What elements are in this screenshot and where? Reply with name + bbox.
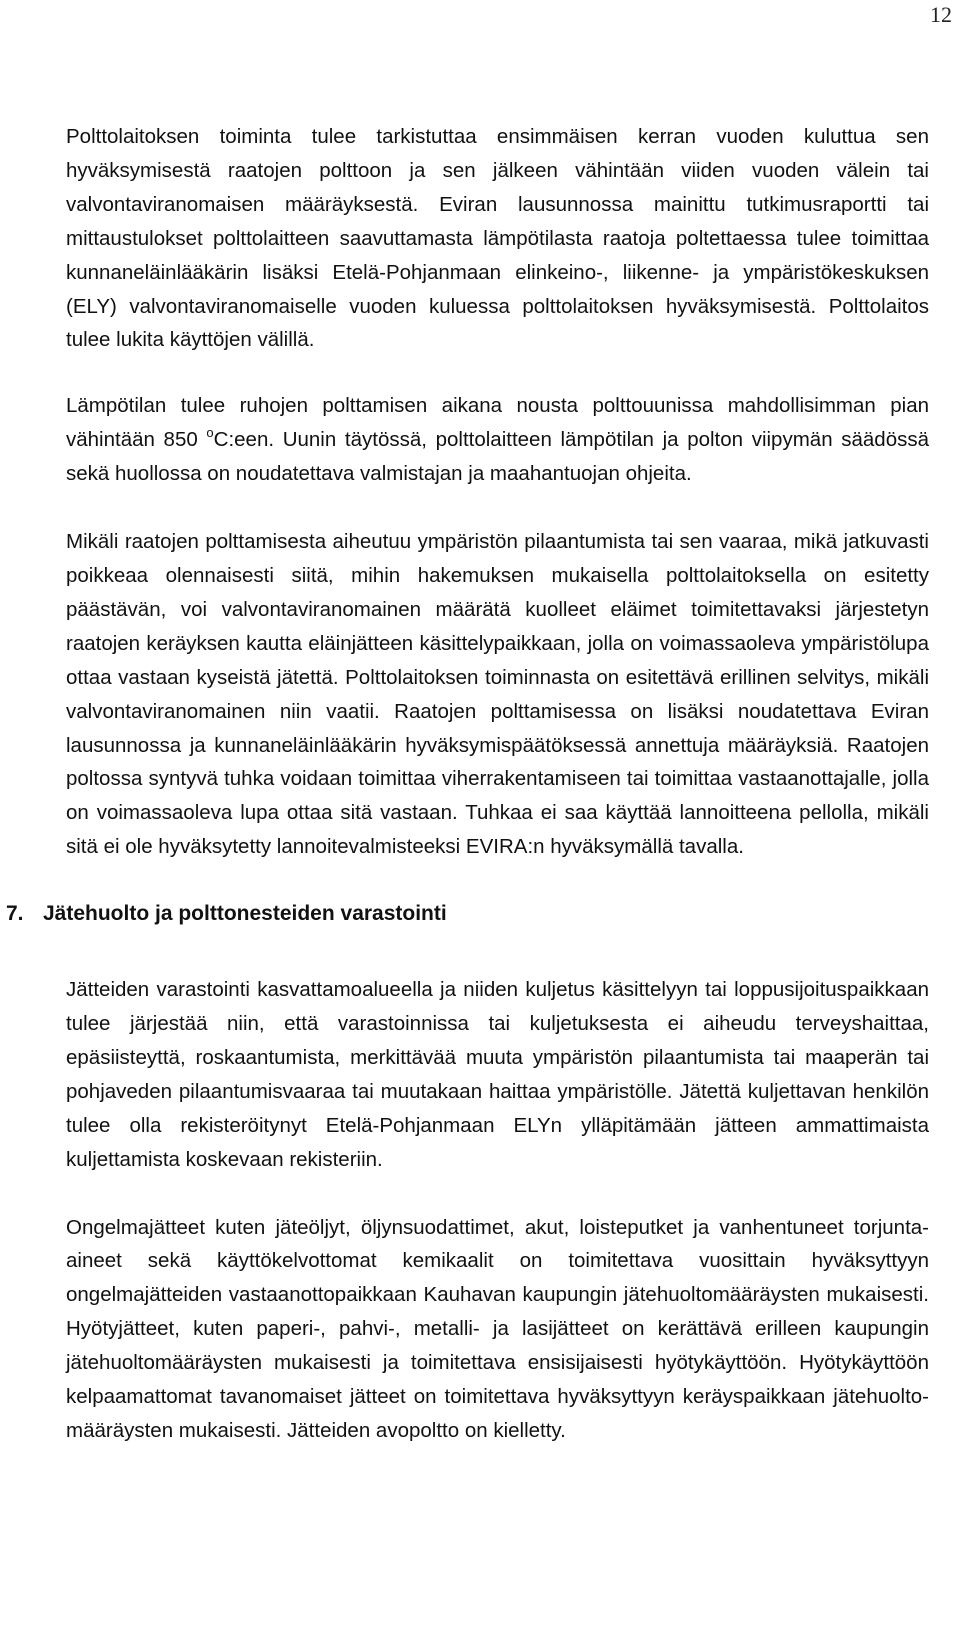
paragraph-hazardous-waste: Ongelmajätteet kuten jäteöljyt, öljynsuodattimet, akut, loisteputket ja vanhentuneet torjunta-aineet sekä käyttökelvottomat kemikaalit on toimitettava vuosittain hyväksyttyyn ongelmajätteiden vastaanottopaikkaan Kauhavan kaupungin jätehuoltomääräysten mukaisesti. Hyötyjätteet, kuten paperi-, pahvi-, metalli- ja lasijätteet on kerättävä erilleen kaupungin jätehuoltomääräysten mukaisesti ja toimitettava ensisijaisesti hyötykäyttöön. Hyötykäyttöön kelpaamattomat tavanomaiset jätteet on toimitettava hyväksyttyyn keräyspaikkaan jätehuoltomääräysten mukaisesti. Jätteiden avopoltto on kielletty. bbox=[66, 1215, 929, 1442]
paragraph-temperature-text-1: Lämpötilan tulee ruhojen polttamisen aikana nousta polttouunissa mahdollisimman pian vähintään 850 bbox=[66, 394, 929, 452]
document-body bbox=[6, 120, 929, 1448]
paragraph-temperature-text-2: C:een. Uunin täytössä, polttolaitteen lämpötilan ja polton viipymän säädössä sekä huollossa on noudatettava valmistajan ja maahantuojan ohjeita. bbox=[66, 428, 929, 486]
paragraph-inspection: Polttolaitoksen toiminta tulee tarkistuttaa ensimmäisen kerran vuoden kuluttua sen hyväksymisestä raatojen polttoon ja sen jälkeen vähintään viiden vuoden välein tai valvontaviranomaisen määräyksestä. Eviran lausunnossa mainittu tutkimusraportti tai mittaustulokset polttolaitteen saavuttamasta lämpötilasta raatoja poltettaessa tulee toimittaa kunnaneläinlääkärin lisäksi Etelä-Pohjanmaan elinkeino-, liikenne- ja ympäristökeskuksen (ELY) valvontaviranomaiselle vuoden kuluessa polttolaitoksen hyväksymisestä. Polttolaitos tulee lukita käyttöjen välillä. bbox=[66, 125, 929, 352]
section-number: 7. bbox=[6, 902, 24, 926]
degree-superscript: o bbox=[206, 425, 214, 441]
section-title: Jätehuolto ja polttonesteiden varastointi bbox=[43, 902, 447, 926]
section-heading bbox=[6, 897, 929, 931]
paragraph-pollution: Mikäli raatojen polttamisesta aiheutuu ympäristön pilaantumista tai sen vaaraa, mikä jatkuvasti poikkeaa olennaisesti siitä, mihin hakemuksen mukaisella polttolaitoksella on esitetty päästävän, voi valvontaviranomainen määrätä kuolleet eläimet toimitettavaksi järjestetyn raatojen keräyksen kautta eläinjätteen käsittelypaikkaan, jolla on voimassaoleva ympäristölupa ottaa vastaan kyseistä jätettä. Polttolaitoksen toiminnasta on esitettävä erillinen selvitys, mikäli valvontaviranomainen niin vaatii. Raatojen polttamisessa on lisäksi noudatettava Eviran lausunnossa ja kunnaneläinlääkärin hyväksymispäätöksessä annettuja määräyksiä. Raatojen poltossa syntyvä tuhka voidaan toimittaa viherrakentamiseen tai toimittaa vastaanottajalle, jolla on voimassaoleva lupa ottaa sitä vastaan. Tuhkaa ei saa käyttää lannoitteena pellolla, mikäli sitä ei ole hyväksytetty lannoitevalmisteeksi EVIRA:n hyväksymällä tavalla. bbox=[66, 530, 929, 859]
page-number: 12 bbox=[930, 2, 952, 27]
paragraph-temperature bbox=[66, 389, 929, 491]
paragraph-waste-storage: Jätteiden varastointi kasvattamoalueella ja niiden kuljetus käsittelyyn tai loppusijoituspaikkaan tulee järjestää niin, että varastoinnissa tai kuljetuksesta ei aiheudu terveyshaittaa, epäsiisteyttä, roskaantumista, merkittävää muuta ympäristön pilaantumista tai maaperän tai pohjaveden pilaantumisvaaraa tai muutakaan haittaa ympäristölle. Jätettä kuljettavan henkilön tulee olla rekisteröitynyt Etelä-Pohjanmaan ELYn ylläpitämään jätteen ammattimaista kuljettamista koskevaan rekisteriin. bbox=[66, 978, 929, 1171]
